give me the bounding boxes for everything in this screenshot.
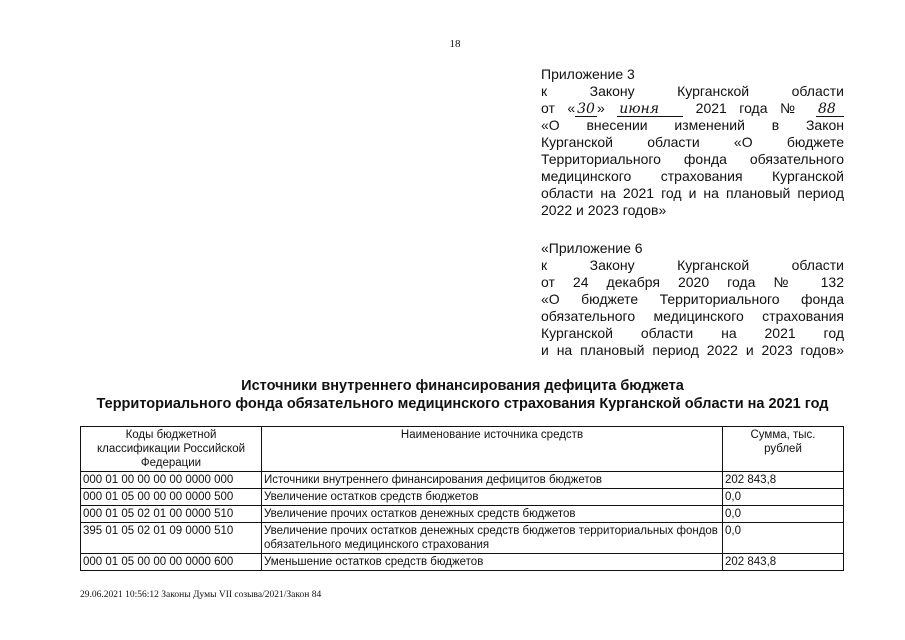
annex-3-text-line: Курганской области «О бюджете [541,134,844,150]
annex-6-line: и на плановый период 2022 и 2023 годов» [541,342,844,358]
row-sum: 202 843,8 [723,472,844,489]
annex-6-line: «Приложение 6 [541,240,643,256]
page-number: 18 [449,38,461,50]
table-row [81,489,844,506]
header-name: Наименование источника средств [262,427,723,472]
annex-3-text-line: «О внесении изменений в Закон [541,117,844,133]
row-code: 395 01 05 02 01 09 0000 510 [81,523,262,554]
annex-3-text-line: области на 2021 год и на плановый период [541,185,844,201]
row-sum: 0,0 [723,489,844,506]
row-sum: 0,0 [723,506,844,523]
annex-3-date-line [541,100,844,117]
annex-3-text-line: 2022 и 2023 годов» [541,202,667,218]
title-line-1: Источники внутреннего финансирования дефицита бюджета [241,378,684,394]
header-code: Коды бюджетной классификации Российской Федерации [81,427,262,472]
table-header-row [81,427,844,472]
annex-6-line: «О бюджете Территориального фонда [541,291,844,307]
row-code: 000 01 05 00 00 00 0000 500 [81,489,262,506]
annex-6-line: от 24 декабря 2020 года № 132 [541,274,844,290]
law-area: области [791,83,844,99]
law-word: Закону [589,83,635,99]
law-k: к [541,83,548,99]
annex-3-text-line: медицинского страхования Курганской [541,168,844,184]
title-line-2: Территориального фонда обязательного медицинского страхования Курганской области на 2021 год [96,396,829,412]
annex-6-block [541,240,844,359]
table-row [81,554,844,571]
table-row [81,472,844,489]
row-name: Увеличение остатков средств бюджетов [262,489,723,506]
handwritten-day: 30 [577,101,595,117]
row-code: 000 01 05 00 00 00 0000 600 [81,554,262,571]
annex-6-line: обязательного медицинского страхования [541,308,844,324]
table-row [81,506,844,523]
annex-3-block [541,66,844,219]
row-sum: 202 843,8 [723,554,844,571]
annex-3-heading: Приложение 3 [541,66,635,82]
document-title [80,377,845,413]
document-footer: 29.06.2021 10:56:12 Законы Думы VII созыва/2021/Закон 84 [80,590,322,600]
law-region: Курганской [677,83,750,99]
annex-3-text-line: Территориального фонда обязательного [541,151,844,167]
annex-6-line: Курганской области на 2021 год [541,325,844,341]
row-name: Увеличение прочих остатков денежных средств бюджетов территориальных фондов обязательного медицинского страхования [262,523,723,554]
row-code: 000 01 05 02 01 00 0000 510 [81,506,262,523]
row-sum: 0,0 [723,523,844,554]
date-prefix: от « 30 » [541,100,605,117]
row-code: 000 01 00 00 00 00 0000 000 [81,472,262,489]
table-row [81,523,844,554]
header-sum: Сумма, тыс. рублей [723,427,844,472]
handwritten-number: 88 [816,102,844,117]
handwritten-month: июня [617,102,683,117]
financing-sources-table [80,426,844,571]
row-name: Уменьшение остатков средств бюджетов [262,554,723,571]
annex-6-line: к Закону Курганской области [541,257,844,273]
date-year: 2021 года № [695,100,804,116]
row-name: Увеличение прочих остатков денежных средств бюджетов [262,506,723,523]
annex-3-law-line [541,83,844,100]
row-name: Источники внутреннего финансирования дефицитов бюджетов [262,472,723,489]
